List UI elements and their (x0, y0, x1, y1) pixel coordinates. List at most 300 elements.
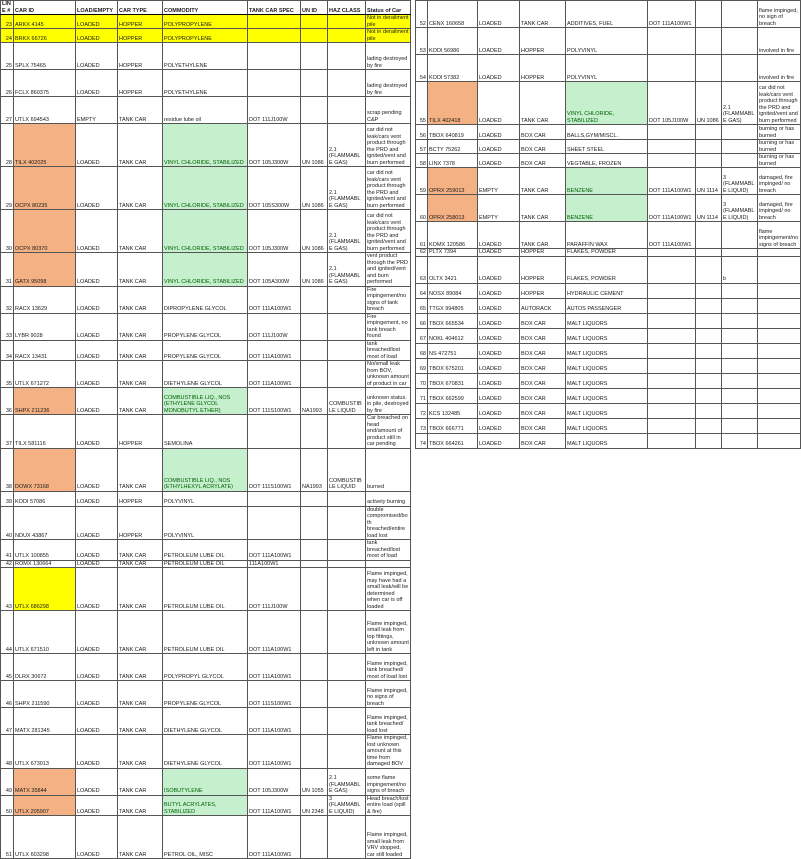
un-id-cell: NA1993 (301, 388, 328, 415)
un-id-cell (696, 125, 722, 140)
status-cell (758, 403, 801, 418)
line-number: 52 (416, 1, 428, 28)
haz-class-cell: 2.1 (FLAMMABLE GAS) (328, 124, 366, 167)
car-id-cell: OPRX 259013 (428, 168, 478, 195)
car-id-cell: KODI 57382 (428, 55, 478, 82)
car-id-cell: TBOX 666771 (428, 418, 478, 433)
car-id-cell: TBOX 662599 (428, 388, 478, 403)
car-type-cell: HOPPER (118, 70, 163, 97)
car-type-cell: HOPPER (520, 249, 566, 257)
status-cell (758, 283, 801, 298)
commodity-cell: MALT LIQUORS (566, 328, 648, 343)
car-id-cell: ARKX 4145 (14, 15, 76, 29)
status-cell: damaged, fire impinged/ no breach (758, 195, 801, 222)
line-number: 24 (1, 29, 14, 43)
haz-class-cell (722, 358, 758, 373)
car-id-cell: NOSX 89084 (428, 283, 478, 298)
line-number: 34 (1, 340, 14, 361)
haz-class-cell: 2.1 (FLAMMABLE GAS) (328, 768, 366, 795)
haz-class-cell (328, 97, 366, 124)
line-number: 60 (416, 195, 428, 222)
car-id-cell: KCS 132485 (428, 403, 478, 418)
line-number: 30 (1, 210, 14, 253)
car-type-cell: TANK CAR (118, 448, 163, 491)
commodity-cell: POLYVINYL (163, 506, 248, 540)
un-id-cell (301, 313, 328, 340)
haz-class-cell: COMBUSTIBLE LIQUID (328, 448, 366, 491)
table-row (1, 70, 411, 97)
tank-car-spec-cell (648, 140, 696, 154)
un-id-cell: UN 1086 (301, 253, 328, 287)
column-header-2: LOAD/EMPTY (76, 1, 118, 15)
haz-class-cell (722, 283, 758, 298)
table-row (1, 708, 411, 735)
status-cell: burned (366, 448, 411, 491)
un-id-cell (696, 28, 722, 55)
status-cell: Flame impinged, may have had a small leak/will be determined when car is off loaded (366, 568, 411, 611)
line-number: 36 (1, 388, 14, 415)
car-type-cell: HOPPER (520, 28, 566, 55)
tank-car-spec-cell: DOT 111J100W (248, 313, 301, 340)
line-number: 49 (1, 768, 14, 795)
load-empty-cell: LOADED (478, 388, 520, 403)
car-type-cell: BOX CAR (520, 358, 566, 373)
line-number: 73 (416, 418, 428, 433)
status-cell: car did not leak/cars vent product through the PRD and ignited/vent and burn performed (758, 82, 801, 125)
table-row (416, 298, 801, 313)
commodity-cell: COMBUSTIBLE LIQ., NOS (ETHYLENE GLYCOL MONOBUTYL ETHER) (163, 388, 248, 415)
table-row (1, 611, 411, 654)
line-number: 47 (1, 708, 14, 735)
un-id-cell (696, 343, 722, 358)
table-row (416, 55, 801, 82)
commodity-cell: VINYL CHLORIDE, STABILIZED (163, 124, 248, 167)
commodity-cell: DIETHYLENE GLYCOL (163, 361, 248, 388)
tank-car-spec-cell: DOT 111J100W (248, 97, 301, 124)
status-cell: Fire impingement, no tank breach found (366, 313, 411, 340)
load-empty-cell: LOADED (76, 708, 118, 735)
table-row (416, 168, 801, 195)
car-id-cell: CENX 160658 (428, 1, 478, 28)
un-id-cell (301, 286, 328, 313)
load-empty-cell: EMPTY (478, 195, 520, 222)
haz-class-cell (328, 415, 366, 449)
tank-car-spec-cell: DOT 111A100W1 (248, 654, 301, 681)
car-type-cell: BOX CAR (520, 154, 566, 168)
tank-car-spec-cell: DOT 111S100W1 (248, 681, 301, 708)
un-id-cell (696, 1, 722, 28)
load-empty-cell: LOADED (76, 43, 118, 70)
tank-car-spec-cell (648, 403, 696, 418)
table-row (1, 768, 411, 795)
table-row (1, 560, 411, 568)
status-cell: some flame impingement/no signs of breach (366, 768, 411, 795)
car-id-cell: OCPX 80235 (14, 167, 76, 210)
line-number: 65 (416, 298, 428, 313)
un-id-cell (696, 140, 722, 154)
load-empty-cell: LOADED (76, 560, 118, 568)
line-number: 39 (1, 491, 14, 506)
load-empty-cell: LOADED (478, 125, 520, 140)
tank-car-spec-cell: DOT 111A100W1 (648, 168, 696, 195)
tank-car-spec-cell (648, 28, 696, 55)
car-type-cell: TANK CAR (118, 611, 163, 654)
car-id-cell: TILX 402025 (14, 124, 76, 167)
status-cell: Flame impinged, no signs of breach (366, 681, 411, 708)
tank-car-spec-cell (648, 298, 696, 313)
load-empty-cell: LOADED (478, 373, 520, 388)
tank-car-spec-cell: DOT 111A100W1 (648, 222, 696, 249)
un-id-cell (696, 328, 722, 343)
car-id-cell: DOWX 73168 (14, 448, 76, 491)
un-id-cell (696, 55, 722, 82)
un-id-cell (301, 70, 328, 97)
car-id-cell: OPRX 258013 (428, 195, 478, 222)
car-type-cell: TANK CAR (118, 735, 163, 769)
car-id-cell: TTGX 994805 (428, 298, 478, 313)
load-empty-cell: LOADED (478, 28, 520, 55)
commodity-cell: DIETHYLENE GLYCOL (163, 735, 248, 769)
haz-class-cell: 2.1 (FLAMMABLE GAS) (328, 167, 366, 210)
line-number: 33 (1, 313, 14, 340)
line-number: 70 (416, 373, 428, 388)
car-id-cell: RACX 13629 (14, 286, 76, 313)
tank-car-spec-cell: DOT 111A100W1 (248, 286, 301, 313)
car-id-cell: UTLX 673013 (14, 735, 76, 769)
un-id-cell (301, 735, 328, 769)
table-row (416, 195, 801, 222)
status-cell: car did not leak/cars vent product through the PRD and ignited/vent and burn performed (366, 210, 411, 253)
tank-car-spec-cell (648, 388, 696, 403)
commodity-cell: PETROLEUM LUBE OIL (163, 540, 248, 561)
tank-car-spec-cell (248, 415, 301, 449)
status-cell: unknown status. in pile, destroyed by fire (366, 388, 411, 415)
line-number: 64 (416, 283, 428, 298)
table-row (416, 313, 801, 328)
table-row (416, 403, 801, 418)
line-number: 46 (1, 681, 14, 708)
tank-car-spec-cell: DOT 105J300W (248, 210, 301, 253)
car-type-cell: BOX CAR (520, 373, 566, 388)
haz-class-cell (328, 313, 366, 340)
load-empty-cell: LOADED (478, 154, 520, 168)
car-type-cell: HOPPER (118, 491, 163, 506)
car-type-cell: HOPPER (520, 55, 566, 82)
table-row (416, 373, 801, 388)
un-id-cell (696, 249, 722, 257)
table-row (1, 210, 411, 253)
load-empty-cell: EMPTY (478, 168, 520, 195)
status-cell: involved in fire (758, 28, 801, 55)
haz-class-cell (328, 708, 366, 735)
commodity-cell: MALT LIQUORS (566, 403, 648, 418)
haz-class-cell (722, 298, 758, 313)
commodity-cell: MALT LIQUORS (566, 358, 648, 373)
car-id-cell: MATX 281345 (14, 708, 76, 735)
commodity-cell: MALT LIQUORS (566, 433, 648, 448)
status-cell (758, 298, 801, 313)
status-cell: Flame impinged, small leak from VRV stopped, car still loaded (366, 816, 411, 859)
line-number: 61 (416, 222, 428, 249)
commodity-cell: PROPYLENE GLYCOL (163, 313, 248, 340)
column-header-1: CAR ID (14, 1, 76, 15)
load-empty-cell: LOADED (76, 167, 118, 210)
line-number: 26 (1, 70, 14, 97)
haz-class-cell (722, 433, 758, 448)
table-row (416, 222, 801, 249)
table-row (416, 125, 801, 140)
commodity-cell: SEMOLINA (163, 415, 248, 449)
load-empty-cell: LOADED (76, 340, 118, 361)
car-type-cell: BOX CAR (520, 343, 566, 358)
tank-car-spec-cell (648, 125, 696, 140)
tank-car-spec-cell: DOT 105A300W (248, 253, 301, 287)
load-empty-cell: LOADED (478, 433, 520, 448)
table-row (1, 29, 411, 43)
load-empty-cell: LOADED (76, 681, 118, 708)
status-cell: lading destroyed by fire (366, 43, 411, 70)
load-empty-cell: LOADED (76, 70, 118, 97)
car-id-cell: OLTX 3421 (428, 256, 478, 283)
car-type-cell: TANK CAR (520, 195, 566, 222)
un-id-cell (301, 611, 328, 654)
car-type-cell: HOPPER (520, 256, 566, 283)
car-type-cell: TANK CAR (118, 708, 163, 735)
haz-class-cell (328, 70, 366, 97)
status-cell: car did not leak/cars vent product through the PRD and ignited/vent and burn performed (366, 124, 411, 167)
un-id-cell (696, 403, 722, 418)
car-type-cell: TANK CAR (118, 795, 163, 816)
car-type-cell: TANK CAR (520, 1, 566, 28)
tank-car-spec-cell: DOT 111J100W (248, 568, 301, 611)
haz-class-cell (328, 654, 366, 681)
table-row (1, 167, 411, 210)
line-number: 42 (1, 560, 14, 568)
line-number: 69 (416, 358, 428, 373)
tank-car-spec-cell: DOT 111A100W1 (248, 708, 301, 735)
column-header-0: LINE # (1, 1, 14, 15)
car-id-cell: BRKX 66726 (14, 29, 76, 43)
un-id-cell: UN 2348 (301, 795, 328, 816)
line-number: 25 (1, 43, 14, 70)
car-type-cell: TANK CAR (118, 286, 163, 313)
line-number: 55 (416, 82, 428, 125)
haz-class-cell: 2.1 (FLAMMABLE GAS) (722, 82, 758, 125)
car-id-cell: UTLX 671510 (14, 611, 76, 654)
line-number: 48 (1, 735, 14, 769)
line-number: 45 (1, 654, 14, 681)
line-number: 38 (1, 448, 14, 491)
commodity-cell: POLYPROPYLENE (163, 29, 248, 43)
table-header (1, 1, 411, 15)
haz-class-cell (722, 140, 758, 154)
table-row (1, 415, 411, 449)
tank-car-spec-cell: DOT 111A100W1 (648, 195, 696, 222)
un-id-cell (301, 681, 328, 708)
car-type-cell: BOX CAR (520, 313, 566, 328)
commodity-cell: BENZENE (566, 168, 648, 195)
load-empty-cell: LOADED (76, 210, 118, 253)
load-empty-cell: LOADED (76, 568, 118, 611)
commodity-cell: POLYVINYL (566, 28, 648, 55)
status-cell: tank breached/lost most of load (366, 340, 411, 361)
status-cell: flame impinged, no sign of breach (758, 1, 801, 28)
load-empty-cell: LOADED (478, 418, 520, 433)
tank-car-spec-cell (248, 15, 301, 29)
status-cell (758, 433, 801, 448)
commodity-cell: FLAKES, POWDER (566, 249, 648, 257)
car-id-cell: UTLX 671272 (14, 361, 76, 388)
status-cell: Not in derailment pile (367, 15, 409, 28)
commodity-cell: POLYVINYL (566, 55, 648, 82)
car-type-cell: BOX CAR (520, 403, 566, 418)
table-row (1, 735, 411, 769)
line-number: 58 (416, 154, 428, 168)
car-id-cell: LYBR 9028 (14, 313, 76, 340)
line-number: 66 (416, 313, 428, 328)
tank-car-spec-cell: DOT 105J300W (248, 124, 301, 167)
haz-class-cell (328, 361, 366, 388)
line-number: 44 (1, 611, 14, 654)
haz-class-cell: COMBUSTIBLE LIQUID (328, 388, 366, 415)
commodity-cell: VINYL CHLORIDE, STABILIZED (566, 82, 648, 125)
haz-class-cell (328, 29, 366, 43)
car-type-cell: TANK CAR (520, 82, 566, 125)
un-id-cell (301, 97, 328, 124)
car-id-cell: FCLX 860375 (14, 70, 76, 97)
car-type-cell: TANK CAR (118, 167, 163, 210)
un-id-cell (301, 361, 328, 388)
car-id-cell: TBOX 670831 (428, 373, 478, 388)
car-type-cell: TANK CAR (118, 560, 163, 568)
load-empty-cell: LOADED (478, 403, 520, 418)
table-row (416, 358, 801, 373)
load-empty-cell: LOADED (76, 768, 118, 795)
haz-class-cell (328, 816, 366, 859)
load-empty-cell: LOADED (76, 654, 118, 681)
status-cell: Flame impinged, tank breached/ most of load lost (366, 654, 411, 681)
tank-car-spec-cell: DOT 111A100W1 (248, 361, 301, 388)
haz-class-cell: 2.1 (FLAMMABLE GAS) (328, 210, 366, 253)
column-header-3: CAR TYPE (118, 1, 163, 15)
commodity-cell: MALT LIQUORS (566, 388, 648, 403)
load-empty-cell: LOADED (76, 253, 118, 287)
status-cell: vent product through the PRD and ignited/vent and burn performed (366, 253, 411, 287)
haz-class-cell (722, 418, 758, 433)
car-type-cell: HOPPER (118, 29, 163, 43)
tank-car-spec-cell (648, 283, 696, 298)
line-number: 56 (416, 125, 428, 140)
commodity-cell: POLYVINYL (163, 491, 248, 506)
line-number: 40 (1, 506, 14, 540)
load-empty-cell: LOADED (478, 358, 520, 373)
car-id-cell: UTLX 694543 (14, 97, 76, 124)
load-empty-cell: EMPTY (76, 97, 118, 124)
table-row (416, 140, 801, 154)
line-number: 50 (1, 795, 14, 816)
commodity-cell: BUTYL ACRYLATES, STABILIZED (163, 795, 248, 816)
table-row (416, 418, 801, 433)
car-id-cell: SPLX 75465 (14, 43, 76, 70)
un-id-cell: UN 1114 (696, 168, 722, 195)
line-number: 29 (1, 167, 14, 210)
commodity-cell: MALT LIQUORS (566, 418, 648, 433)
commodity-cell: DIPROPYLENE GLYCOL (163, 286, 248, 313)
column-header-7: HAZ CLASS (328, 1, 366, 15)
car-type-cell: HOPPER (118, 15, 163, 29)
column-header-6: UN ID (301, 1, 328, 15)
table-row (1, 97, 411, 124)
status-cell: flame impingement/no signs of breach (758, 222, 801, 249)
un-id-cell (696, 154, 722, 168)
status-cell: burning or has burned (758, 125, 801, 140)
tank-car-spec-cell (248, 70, 301, 97)
car-type-cell: BOX CAR (520, 140, 566, 154)
un-id-cell (301, 491, 328, 506)
car-type-cell: AUTORACK (520, 298, 566, 313)
table-row (1, 448, 411, 491)
un-id-cell: UN 1114 (696, 195, 722, 222)
haz-class-cell (328, 286, 366, 313)
tank-car-spec-cell: DOT 105J100W (648, 82, 696, 125)
table-row (416, 433, 801, 448)
tank-car-spec-cell: DOT 111A100W1 (248, 540, 301, 561)
car-id-cell: PLTX 7394 (428, 249, 478, 257)
table-row (1, 340, 411, 361)
table-row (1, 681, 411, 708)
commodity-cell: DIETHYLENE GLYCOL (163, 708, 248, 735)
tank-car-spec-cell: DOT 111A100W1 (248, 611, 301, 654)
status-cell (758, 328, 801, 343)
tank-car-spec-cell (648, 418, 696, 433)
status-cell: scrap pending C&P (366, 97, 411, 124)
table-row (416, 328, 801, 343)
commodity-cell: POLYETHYLENE (163, 70, 248, 97)
status-cell: actively burning (366, 491, 411, 506)
haz-class-cell (328, 340, 366, 361)
line-number: 51 (1, 816, 14, 859)
tank-car-spec-cell (648, 313, 696, 328)
tank-car-spec-cell: DOT 111A100W1 (248, 735, 301, 769)
haz-class-cell (722, 125, 758, 140)
commodity-cell: BENZENE (566, 195, 648, 222)
haz-class-cell (328, 681, 366, 708)
status-cell (758, 313, 801, 328)
load-empty-cell: LOADED (478, 328, 520, 343)
un-id-cell (696, 433, 722, 448)
load-empty-cell: LOADED (76, 313, 118, 340)
car-type-cell: TANK CAR (520, 222, 566, 249)
line-number: 67 (416, 328, 428, 343)
commodity-cell: PARAFFIN WAX (566, 222, 648, 249)
un-id-cell (301, 29, 328, 43)
haz-class-cell (328, 560, 366, 568)
load-empty-cell: LOADED (76, 29, 118, 43)
load-empty-cell: LOADED (478, 313, 520, 328)
line-number: 72 (416, 403, 428, 418)
status-cell: Not in derailment pile (367, 29, 409, 42)
line-number: 62 (416, 249, 428, 257)
tank-car-spec-cell (648, 433, 696, 448)
status-cell (758, 358, 801, 373)
un-id-cell (301, 340, 328, 361)
load-empty-cell: LOADED (478, 343, 520, 358)
column-header-8: Status of Car (366, 1, 411, 15)
tank-car-spec-cell: DOT 111A100W1 (248, 816, 301, 859)
status-cell: car did not leak/cars vent product through the PRD and ignited/vent and burn performed (366, 167, 411, 210)
line-number: 53 (416, 28, 428, 55)
haz-class-cell (328, 43, 366, 70)
